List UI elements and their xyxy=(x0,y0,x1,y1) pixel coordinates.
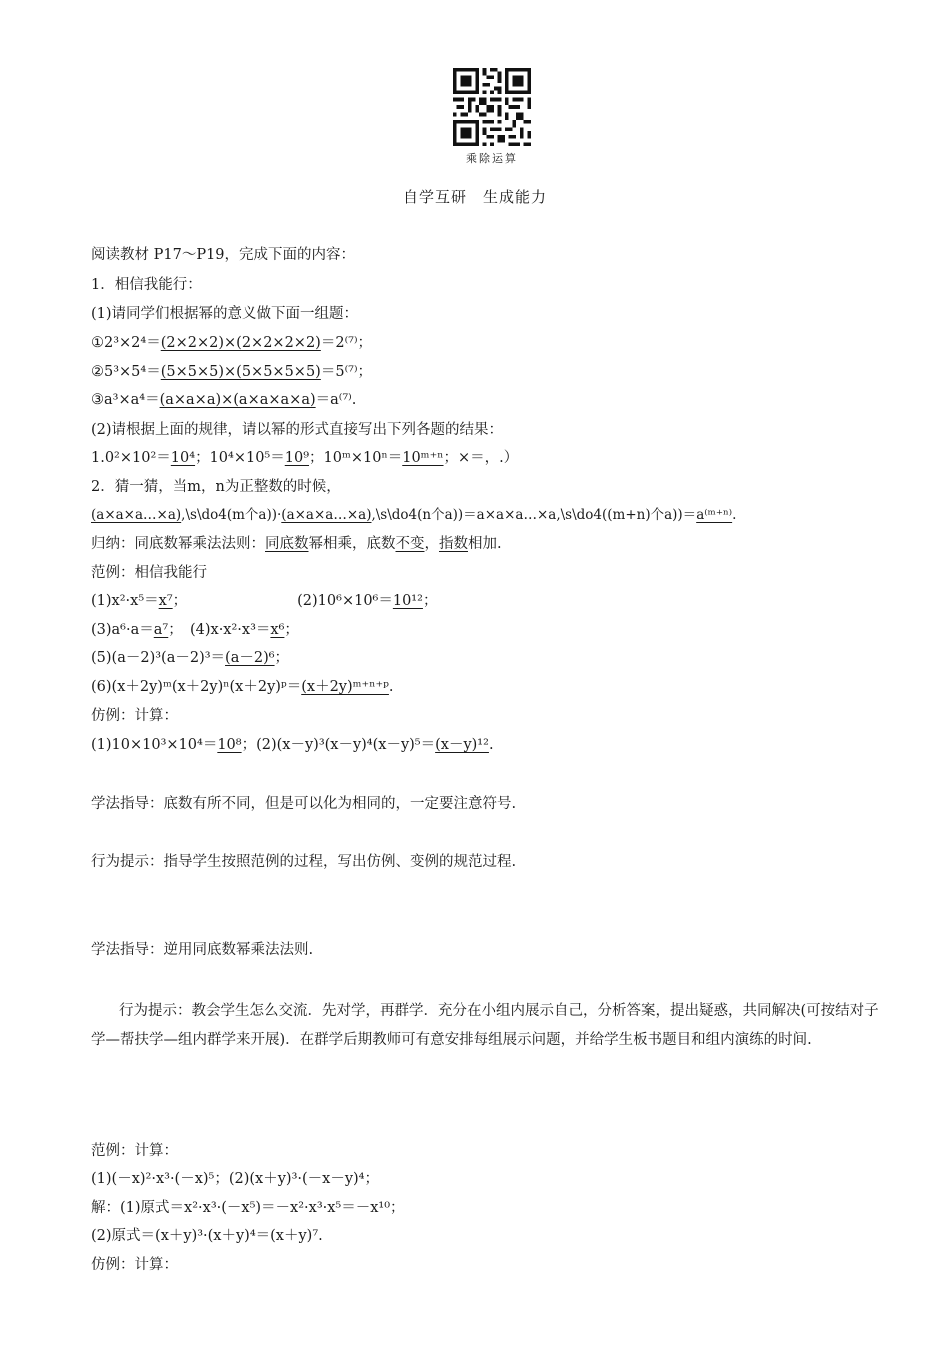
exercise-1: ①2³×2⁴＝(2×2×2)×(2×2×2×2)＝2⁽⁷⁾； xyxy=(91,335,373,351)
answer-blank: (a×a×a)×(a×a×a×a) xyxy=(159,392,316,408)
answer-blank: 同底数 xyxy=(265,536,309,552)
example-1-2: (1)x²·x⁵＝x⁷； (2)10⁶×10⁶＝10¹²； xyxy=(91,593,438,609)
item-1-2-instruction: (2)请根据上面的规律，请以幂的形式直接写出下列各题的结果： xyxy=(91,422,504,438)
qr-code xyxy=(453,68,531,146)
answer-blank: 不变 xyxy=(395,536,425,552)
answer-blank: (2×2×2)×(2×2×2×2) xyxy=(160,335,321,351)
example-5: (5)(a－2)³(a－2)³＝(a－2)⁶； xyxy=(91,650,290,666)
answer-blank: 指数 xyxy=(439,536,468,552)
solution-2: (2)原式＝(x＋y)³·(x＋y)⁴＝(x＋y)⁷. xyxy=(91,1228,323,1244)
answer-blank: (x－y)¹² xyxy=(435,737,489,753)
exercise-powers-of-ten: 1.0²×10²＝10⁴；10⁴×10⁵＝10⁹；10ᵐ×10ⁿ＝10ᵐ⁺ⁿ；×＝，.） xyxy=(91,450,519,466)
answer-blank: (a－2)⁶ xyxy=(225,650,275,666)
practice-heading: 仿例：计算： xyxy=(91,708,178,724)
answer-blank: 10⁹ xyxy=(284,450,310,466)
answer-blank: x⁶ xyxy=(270,622,285,638)
study-guidance-2: 学法指导：逆用同底数幂乘法法则. xyxy=(91,942,314,958)
item-1-1-instruction: (1)请同学们根据幂的意义做下面一组题： xyxy=(91,306,359,322)
guess-formula: (a×a×a…×a),\s\do4(m个a))·(a×a×a…×a),\s\do4(n个a))＝a×a×a…×a,\s\do4((m+n)个a))＝a⁽ᵐ⁺ⁿ⁾. xyxy=(91,507,737,523)
practice-exercises: (1)10×10³×10⁴＝10⁸；(2)(x－y)³(x－y)⁴(x－y)⁵＝(x－y)¹². xyxy=(91,737,494,753)
rule-summary: 归纳：同底数幂乘法法则：同底数幂相乘，底数不变，指数相加. xyxy=(91,536,502,552)
answer-blank: x⁷ xyxy=(158,593,173,609)
example-3-4: (3)a⁶·a＝a⁷； (4)x·x²·x³＝x⁶； xyxy=(91,622,299,638)
behavior-hint-2: 行为提示：教会学生怎么交流．先对学，再群学．充分在小组内展示自己，分析答案，提出疑惑，共同解决(可按结对子学—帮扶学—组内群学来开展)．在群学后期教师可有意安排每组展示问题，并给学生板书题目和组内演练的时间. xyxy=(91,1003,879,1048)
answer-blank: 10¹² xyxy=(392,593,423,609)
example-calc-problems: (1)(－x)²·x³·(－x)⁵；(2)(x＋y)³·(－x－y)⁴； xyxy=(91,1171,379,1187)
answer-blank: 10ᵐ⁺ⁿ xyxy=(402,450,444,466)
item-2-heading: 2．猜一猜，当m，n为正整数的时候， xyxy=(91,479,341,495)
study-guidance-1: 学法指导：底数有所不同，但是可以化为相同的，一定要注意符号. xyxy=(91,796,517,812)
qr-caption: 乘除运算 xyxy=(466,152,518,165)
answer-blank: (x＋2y)ᵐ⁺ⁿ⁺ᵖ xyxy=(301,679,389,695)
answer-blank: (a×a×a…×a) xyxy=(281,507,372,523)
item-1-heading: 1．相信我能行： xyxy=(91,277,202,293)
exercise-2: ②5³×5⁴＝(5×5×5)×(5×5×5×5)＝5⁽⁷⁾； xyxy=(91,364,373,380)
section-title: 自学互研 生成能力 xyxy=(402,188,547,206)
answer-blank: (5×5×5)×(5×5×5×5) xyxy=(160,364,321,380)
example-heading: 范例：相信我能行 xyxy=(91,565,207,581)
reading-instruction: 阅读教材 P17～P19，完成下面的内容： xyxy=(91,247,356,263)
example-6: (6)(x＋2y)ᵐ(x＋2y)ⁿ(x＋2y)ᵖ＝(x＋2y)ᵐ⁺ⁿ⁺ᵖ. xyxy=(91,679,394,695)
answer-blank: 10⁸ xyxy=(217,737,242,753)
behavior-hint-1: 行为提示：指导学生按照范例的过程，写出仿例、变例的规范过程. xyxy=(91,854,517,870)
solution-1: 解：(1)原式＝x²·x³·(－x⁵)＝－x²·x³·x⁵＝－x¹⁰； xyxy=(91,1200,405,1216)
practice-calc-heading: 仿例：计算： xyxy=(91,1257,178,1273)
example-calc-heading: 范例：计算： xyxy=(91,1143,178,1159)
answer-blank: 10⁴ xyxy=(170,450,196,466)
answer-blank: (a×a×a…×a) xyxy=(91,507,182,523)
exercise-3: ③a³×a⁴＝(a×a×a)×(a×a×a×a)＝a⁽⁷⁾. xyxy=(91,392,357,408)
answer-blank: a⁽ᵐ⁺ⁿ⁾ xyxy=(696,507,733,523)
answer-blank: a⁷ xyxy=(153,622,169,638)
